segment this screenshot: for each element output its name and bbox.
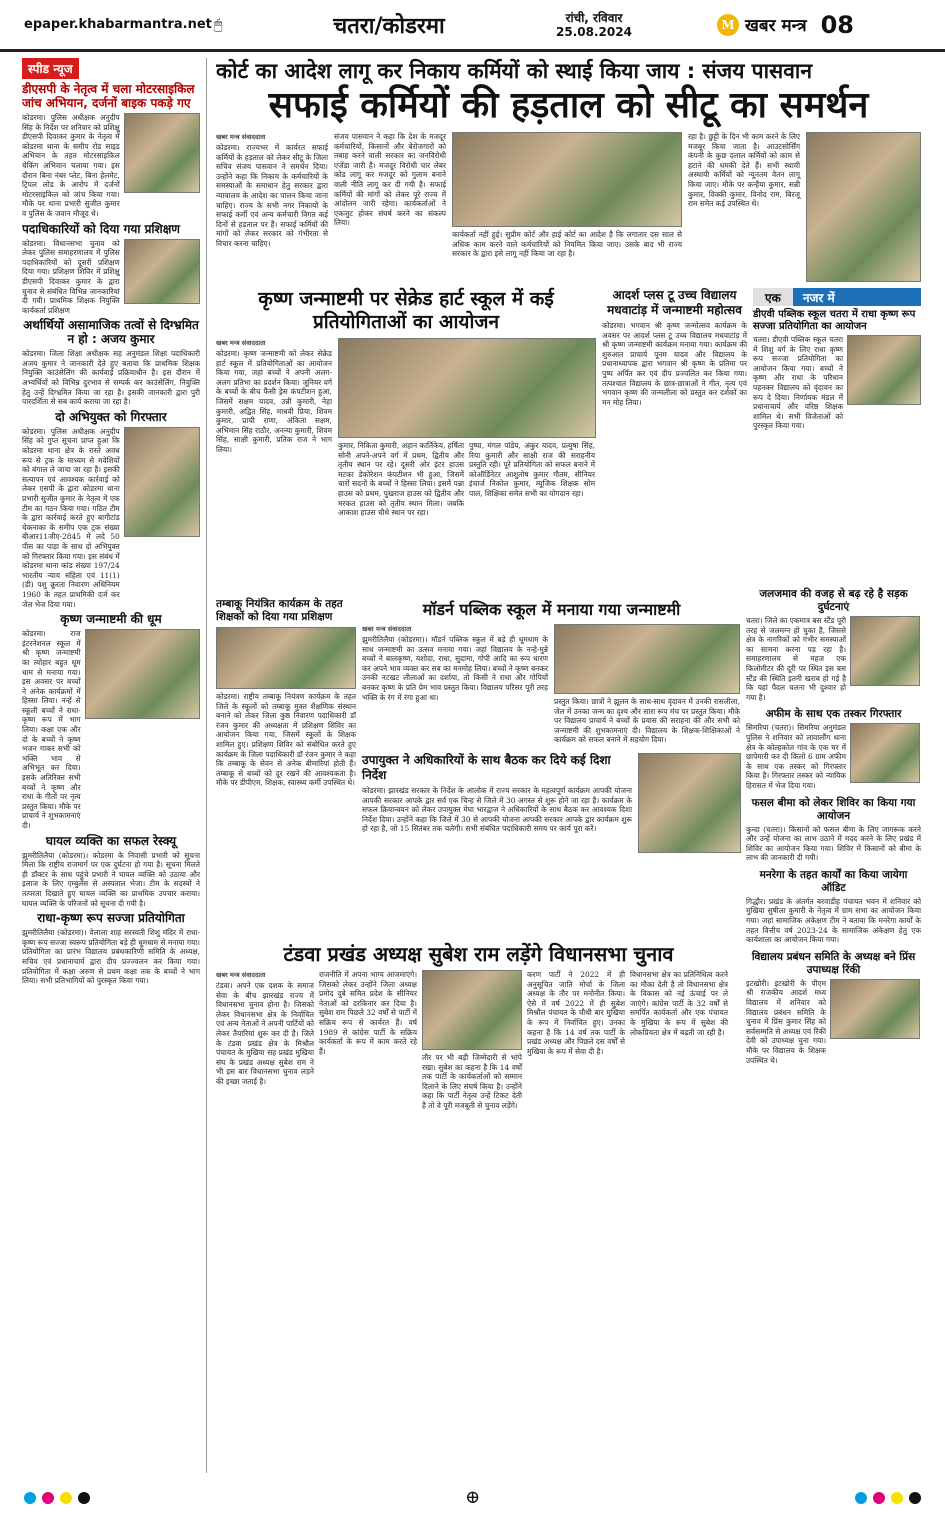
ek-nazar-label-a: एक [753, 288, 793, 306]
top-story-photo-2 [806, 132, 921, 282]
story-2-body: कोडरमा। विधानसभा चुनाव को लेकर पुलिस समाहरणालय में पुलिस पदाधिकारियों को दूसरी प्रशिक्षण दिया गया। प्रशिक्षण शिविर में प्रशिक्षु डीएसपी दिवाकर कुमार के द्वारा चुनाव से संबंधित विभिन्न जानकारियां दी गयी। प्राथमिक शिक्षक नियुक्ति कार्यकर्ता प्रशिक्षण [22, 238, 120, 315]
yellow-dot [60, 1492, 72, 1504]
black-dot [909, 1492, 921, 1504]
story-1-body: कोडरमा। पुलिस अधीक्षक अनुदीप सिंह के निर्देश पर शनिवार को प्रशिक्षु डीएसपी दिवाकर कुमार के नेतृत्व में कोडरमा थाना के समीप रोड साइड अभियान के तहत मोटरसाइकिल चेकिंग अभियान चलाया गया। इस दौरान बिना नंबर प्लेट, बिना हेलमेट, ट्रिपल लोड के आरोप में दर्जनों मोटरसाइकिल को जांच किया गया। मौके पर थाना प्रभारी सुजीत कुमार व पुलिस के जवान मौजूद थे। [22, 113, 120, 218]
site-url[interactable]: epaper.khabarmantra.net [24, 17, 212, 32]
janmotsav-body: कोडरमा। भगवान श्री कृष्ण जन्मोत्सव कार्यक्रम के अवसर पर आदर्श प्लस टू उच्च विद्यालय मधवाटांड़ में श्री कृष्ण जन्माष्टमी कार्यक्रम मनाया गया। कार्यक्रम की शुरुआत प्राचार्य पूनम यादव और विद्यालय के प्रधानाध्यापक द्वारा भगवान श्री कृष्ण के प्रतिमा पर पुष्प अर्पित कर एवं दीप प्रज्वलित कर किया गया। तत्पश्चात विद्यालय के छात्र-छात्राओं ने गीत, नृत्य एवं भगवान कृष्ण की जन्मलीला को प्रस्तुत कर दर्शकों का मन मोह लिया। [602, 321, 747, 407]
ek-nazar-right [746, 588, 921, 1065]
top-col-1 [216, 132, 328, 282]
ek-1-headline: डीएवी पब्लिक स्कूल चतरा में राधा कृष्ण रूप सज्जा प्रतियोगिता का आयोजन [753, 309, 916, 332]
modern-headline: मॉडर्न पब्लिक स्कूल में मनाया गया जन्माष्टमी [422, 600, 681, 619]
tobacco-photo [216, 627, 356, 689]
krishna-photo [338, 338, 596, 438]
modern-body-1: झुमरीतिलैया (कोडरमा)। मॉडर्न पब्लिक स्कूल में बड़े ही धूमधाम के साथ जन्माष्टमी का उत्सव मनाया गया। जहां विद्यालय के नन्हे-मुन्ने बच्चों ने बालकृष्ण, यशोदा, राधा, सुदामा, गोपी आदि का रूप धारण कर अपने भाव व्यक्त कर सब का मनमोह लिया। बच्चों ने कृष्ण बनकर उनकी नटखट लीलाओं का दर्शाया, तो किसी ने राधा और गोपियों बनकर कृष्ण के प्रति प्रेम भाव प्रस्तुत किया। विद्यालय परिसर पूरी तरह भक्ति के रंग में रंगा हुआ था। [362, 635, 548, 702]
krishna-col-2 [338, 338, 596, 586]
story-1-photo [124, 113, 200, 193]
ek-3-row [746, 723, 921, 790]
tandwa-story [216, 943, 741, 1111]
top-headline: सफाई कर्मियों की हड़ताल को सीटू का समर्थन [268, 85, 869, 126]
tobacco-modern-row [216, 598, 741, 853]
main-area [216, 58, 921, 1473]
tobacco-body: कोडरमा। राष्ट्रीय तम्बाकू नियंत्रण कार्यक्रम के तहत जिले के स्कूलों को तम्बाकू मुक्त शैक्षणिक संस्थान बनाने को लेकर जिला कुष्ठ निवारण पदाधिकारी डॉ रंजन कुमार की अध्यक्षता में प्रशिक्षण शिविर का आयोजन किया गया, जिसमें स्कूलों के शिक्षक शामिल हुए। प्रशिक्षण शिविर को संबोधित करते हुए कार्यक्रम के जिला पदाधिकारी डॉ रंजन कुमार ने कहा कि तम्बाकू के सेवन से अनेक बीमारियां होती हैं। तम्बाकू से बच्चों को दूर रखने की आवश्यकता है। मौके पर डीपीएम, शिक्षक, स्वास्थ्य कर्मी उपस्थित थे। [216, 692, 356, 788]
modern-body [362, 624, 741, 745]
ek-2-row [746, 616, 921, 702]
story-2-photo [124, 239, 200, 304]
cyan-dot [855, 1492, 867, 1504]
top-body-4: रहा है। छुट्टी के दिन भी काम करने के लिए मजबूर किया जाता है। आउटसोर्सिंग कंपनी के कुछ दलाल कर्मियों को काम से हटाने की धमकी देते हैं। सभी स्थायी अस्थायी कर्मियों को न्यूनतम वेतन लागू किया जाए। मौके पर कन्हैया कुमार, सन्नी कुमार, विक्की कुमार, विनोद राम, बिरजू राम समेत कई उपस्थित थे। [688, 132, 800, 209]
story-7-headline: राधा-कृष्ण रूप सज्जा प्रतियोगिता [37, 911, 185, 926]
top-byline: खबर मन्त्र संवाददाता [216, 133, 266, 141]
ek-nazar-label-b: नजर में [802, 290, 835, 305]
tandwa-photo [422, 970, 522, 1050]
color-dots-right [855, 1492, 921, 1504]
upayukt-body: कोडरमा। झारखंड सरकार के निर्देश के आलोक में राज्य सरकार के महत्वपूर्ण कार्यक्रम आपकी योजना आपकी सरकार आपके द्वार सर्व एक चिन्ह से जिले में 30 अगस्त से शुरू होने जा रहा है। कार्यक्रम के सफल क्रियान्वयन को लेकर उपायुक्त मेघा भारद्वाज ने अधिकारियों के साथ बैठक कर आवश्यक दिशा निर्देश दिया। उन्होंने कहा कि जिले में 30 से आपकी योजना आपकी सरकार आपके द्वार कार्यक्रम शुरू हो रहा है, जो 15 सितंबर तक चलेगी। सभी संबंधित पदाधिकारी समय पर कार्य पूरा करें। [362, 785, 632, 834]
top-body-3: कार्यकर्ता नहीं हुई। सुप्रीम कोर्ट और हाई कोर्ट का आदेश है कि लगातार दस साल से अधिक काम करने वाले कर्मचारियों को नियमित किया जाए। उसके बाद भी राज्य सरकार के द्वारा इसे लागू नहीं किया जा रहा है। [452, 230, 682, 259]
yellow-dot [891, 1492, 903, 1504]
cursor-icon: 🖱 [214, 16, 223, 33]
story-5-body: कोडरमा। राज इंटरनेशनल स्कूल में श्री कृष्ण जन्माष्टमी का त्योहार बहुत धूम धाम से मनाया गया। इस अवसर पर बच्चों ने अनेक कार्यक्रमों में हिस्सा लिया। नन्हें से स्कूली बच्चों ने राधा-कृष्ण रूप में भाग लिया। कक्षा एक और दो के बच्चों ने कृष्ण भजन गाकर सभी को भक्ति भाव से अभिभूत कर दिया। इसके अतिरिक्त सभी बच्चों ने कृष्ण और राधा के गीतों पर नृत्य प्रस्तुत किया। मौके पर प्राचार्य ने शुभकामनाएं दी। [22, 629, 81, 830]
date-line-1: रांची, रविवार [565, 10, 623, 25]
magenta-dot [42, 1492, 54, 1504]
krishna-body-2: कुमार, निकिता कुमारी, अहान कार्तिकेय, हर्षिता सोनी अपने-अपने वर्ग में प्रथम, द्वितीय और तृतीय स्थान पर रहे। दूसरी ओर इंटर हाउस मटका डेकोरेशन कंपटीशन भी हुआ, जिसमें चारों सदनों के बच्चों ने हिस्सा लिया। इसमें पन्ना हाउस को प्रथम, पुखराज हाउस को द्वितीय और मरकत हाउस को तृतीय स्थान मिला। जबकि आकाश हाउस चौथे स्थान पर रहा। [338, 441, 465, 518]
upayukt-photo [638, 753, 741, 853]
story-2-headline: पदाधिकारियों को दिया गया प्रशिक्षण [22, 221, 180, 236]
ek-2-headline: जलजमाव की वजह से बढ़ रहे है सड़क दुर्घटनाएं [759, 588, 908, 613]
lower-left [216, 598, 741, 853]
ek-6-photo [830, 979, 920, 1039]
section-title: चतरा/कोडरमा [333, 13, 445, 39]
brand [664, 11, 854, 39]
modern-photo [554, 624, 740, 694]
tandwa-body-2: राजनीति में अपना भाग्य आजमाएंगे। जिसको लेकर उन्होंने जिला अध्यक्ष प्रमोद दुबे समित प्रदेश के सीनियर नेताओं को दरकिनार कर दिया है। सुबेश राम पिछले 32 वर्षों से पार्टी में सक्रिय रूप से कार्यरत हैं। वर्ष 1989 से कांग्रेस पार्टी के सक्रिय कार्यकर्ता के रूप में काम करते रहे हैं। [319, 970, 417, 1056]
modern-story [362, 598, 741, 853]
top-story-photo [452, 132, 682, 227]
tandwa-col-3 [422, 970, 522, 1111]
tobacco-headline: तम्बाकू नियंत्रित कार्यक्रम के तहत शिक्षकों को दिया गया प्रशिक्षण [216, 598, 343, 623]
mid-row [216, 288, 921, 586]
ek-nazar [753, 288, 921, 586]
date-line-2: 25.08.2024 [556, 24, 632, 39]
upayukt-text [362, 753, 632, 853]
ek-6-headline: विद्यालय प्रबंधन समिति के अध्यक्ष बने प्रिंस उपाध्यक्ष रिंकी [751, 950, 916, 976]
ek-1-row [753, 335, 921, 431]
story-6-body: झुमरीतिलैया (कोडरमा)। कोडरमा के निवासी प्रभारी को सूचना मिला कि राष्ट्रीय राजमार्ग पर एक दुर्घटना हो गया है। सूचना मिलते ही डॉक्टर के साथ पहुंचे प्रभारी ने घायल व्यक्ति को उठाया और इलाज के लिए एम्बुलेंस से अस्पताल भेजा। टीम के सदस्यों ने तत्परता दिखाते हुए घायल व्यक्ति का प्राथमिक उपचार कराया। घायल व्यक्ति के परिजनों को सूचना दी गयी है। [22, 850, 200, 908]
ek-4-body: कुन्दा (चतरा)। किसानों को फसल बीमा के लिए जागरूक करने और उन्हें योजना का लाभ उठाने में मदद करने के लिए प्रखंड में शिविर का आयोजन किया गया। शिविर में किसानों को बीमा के लाभ की जानकारी दी गयी। [746, 824, 921, 863]
tandwa-headline: टंडवा प्रखंड अध्यक्ष सुबेश राम लड़ेंगे विधानसभा चुनाव [283, 942, 674, 966]
krishna-headline: कृष्ण जन्माष्टमी पर सेक्रेड हार्ट स्कूल में कई प्रतियोगिताओं का आयोजन [258, 288, 554, 333]
ek-3-headline: अफीम के साथ एक तस्कर गिरफ्तार [765, 708, 902, 721]
story-1-headline: डीएसपी के नेतृत्व में चला मोटरसाइकिल जांच अभियान, दर्जनों बाइक पकड़े गए [22, 82, 195, 110]
krishna-lower [338, 441, 596, 518]
cyan-dot [24, 1492, 36, 1504]
color-dots-left [24, 1492, 90, 1504]
tandwa-body [216, 970, 741, 1111]
registration-mark-icon: ⊕ [464, 1487, 481, 1508]
story-3-body: कोडरमा। जिला शिक्षा अधीक्षक सह अनुमंडल शिक्षा पदाधिकारी अजय कुमार ने जानकारी देते हुए बताया कि प्राथमिक शिक्षक नियुक्ति काउंसेलिंग की कार्यवाई प्रक्रियाधीन है। इस दौरान में अभ्यर्थियों को विभिन्न दुरभाव से सम्पर्क कर काउंसेलिंग, नियुक्ति हेतु उन्हें दिग्भ्रमित किया जा रहा है। इसकी जानकारी द्वारा पुरी पारदर्शिता से सब कार्य कराया जा रहा है। [22, 349, 200, 407]
upayukt-story [362, 753, 741, 853]
ek-nazar-banner [753, 288, 921, 306]
story-5-body-row [22, 629, 200, 830]
krishna-body-3: पुष्पा, मंगल पांडेय, अंकुर यादव, प्रत्युषा सिंह, रिया कुमारी और साक्षी राज की सराहनीय प्रस्तुति रही। पूरे प्रतियोगिता को सफल बनाने में कोऑर्डिनेटर आशुतोष कुमार गौतम, सीनियर इंचार्ज निकोल कुमार, म्यूजिक शिक्षक सोम पाल, शिक्षिका समेत सभी का योगदान रहा। [469, 441, 595, 498]
tandwa-body-1: टंडवा। अपने एक दशक के समाज सेवा के बीच झारखंड राज्य में विधानसभा चुनाव होना है। जिसको लेकर विधानसभा क्षेत्र के निर्वाचित एवं अन्य नेताओं ने अपनी पार्टियों को लेकर तैयारियां शुरू कर दी है। जिले के टंडवा प्रखंड क्षेत्र के मिश्रौल पंचायत के मुखिया सह प्रखंड मुखिया संघ के प्रखंड अध्यक्ष सुबेश राम ने भी इस बार विधानसभा चुनाव लड़ने की इच्छा जताई है। [216, 981, 314, 1086]
black-dot [78, 1492, 90, 1504]
janmotsav-story [602, 288, 747, 586]
left-column [22, 58, 207, 1473]
page-number: 08 [820, 10, 854, 39]
tandwa-body-4: करण पार्टी ने 2022 में ही अनुसूचित जाति मोर्चा के जिला अध्यक्ष के तौर पर मनोनीत किया। ऐसे में वर्ष 2022 में ही सुबेश मिश्रौल पंचायत के चौथी बार मुखिया के रूप में निर्वाचित हुए। उनका कहना है कि 14 वर्ष तक पार्टी के प्रखंड अध्यक्ष और पिछले दस वर्षों से मुखिया के रूप में सेवा दी है। [527, 970, 625, 1056]
modern-col-1 [362, 624, 548, 745]
story-4-photo [124, 427, 200, 537]
story-6-headline: घायल व्यक्ति का सफल रेस्क्यू [45, 833, 177, 848]
ek-5-headline: मनरेगा के तहत कार्यों का किया जायेगा ऑडिट [759, 868, 908, 894]
speed-news-label: स्पीड न्यूज [22, 58, 79, 79]
magenta-dot [873, 1492, 885, 1504]
ek-6-row [746, 979, 921, 1065]
krishna-body-1: कोडरमा। कृष्ण जन्माष्टमी को लेकर सेक्रेड हार्ट स्कूल में प्रतियोगिताओं का आयोजन किया गया, जहां बच्चों ने अपनी अलग-अलग प्रतिभा का प्रदर्शन किया। जूनियर वर्ग के बच्चों के बीच फैंसी ड्रेस कंपटीशन हुआ, जिसमें सक्षम यादव, उन्नी कुमारी, नेहा कुमारी, अद्वित सिंह, माधवी प्रिया, शिवम कुमार, प्राची राणा, अंकिता सक्षम, अभिमान सिंह राठौर, अनन्या कुमारी, शिवम सिंह, साक्षी कुमारी, प्रतिक राज ने भाग लिया। [216, 349, 332, 454]
ek-3-body: सिमरिया (चतरा)। सिमरिया अनुमंडल पुलिस ने शनिवार को लावालौंग थाना क्षेत्र के कोल्हकोल गांव के एक घर में छापेमारी कर दी किलो 6 ग्राम अफीम के साथ एक तस्कर को गिरफ्तार किया है। गिरफ्तार तस्कर को न्यायिक हिरासत में भेज दिया गया। [746, 723, 846, 790]
modern-byline: खबर मन्त्र संवाददाता [362, 625, 412, 633]
ek-3-photo [850, 723, 920, 783]
story-4-body-row [22, 427, 200, 609]
issue-date [524, 11, 664, 39]
tandwa-body-5: विधानसभा क्षेत्र का प्रतिनिधित्व करने का मौका देती है तो विधानसभा क्षेत्र के विकास को नई ऊंचाई पर ले जाएंगे। कांग्रेस पार्टी के 32 वर्षों से समर्पित कार्यकर्ता और एक पंचायत के मुखिया के रूप में सुबेश की लोकप्रियता क्षेत्र में बढ़ती जा रही है। [630, 970, 728, 1037]
tandwa-body-3: तौर पर भी बड़ी जिम्मेदारी से भांपे रखा। सुबेश का कहना है कि 14 वर्षों तक पार्टी के कार्यकर्ताओं को सम्मान दिलाने के लिए संघर्ष किया है। उन्होंने कहा कि पार्टी नेतृत्व उन्हें टिकट देती है तो वे पूरी मजबूती से चुनाव लड़ेंगे। [422, 1053, 522, 1110]
tobacco-story [216, 598, 356, 853]
story-5-headline: कृष्ण जन्माष्टमी की धूम [60, 612, 162, 627]
story-4-body: कोडरमा। पुलिस अधीक्षक अनुदीप सिंह को गुप्त सूचना प्राप्त हुआ कि कोडरमा थाना क्षेत्र के रास्ते अवध रूप से ट्रक के माध्यम से मवेशियों को बंगाल ले जाया जा रहा है। इसकी सत्यापन एवं आवश्यक कार्रवाई को लेकर एसपी के द्वारा कोडरमा थाना प्रभारी सुजीत कुमार के नेतृत्व में एक टीम का गठन किया गया। गठित टीम के द्वारा कार्रवाई करते हुए बागीटांड चेकनाका के समीप एक ट्रक संख्या बीआर11जीए-2845 में लदे 50 पीस का पाड़ा के साथ दो अभियुक्त को गिरफ्तार किया गया। इस संबंध में कोडरमा थाना कांड संख्या 197/24 भारतीय न्याय संहिता एवं 11(1)(डी) पशु क्रूरता निवारण अधिनियम 1960 के तहत प्राथमिकी दर्ज कर जेल भेज दिया गया। [22, 426, 120, 609]
krishna-byline: खबर मन्त्र संवाददाता [216, 339, 266, 347]
story-4-headline: दो अभियुक्त को गिरफ्तार [55, 409, 167, 424]
story-5-photo [85, 629, 200, 719]
modern-body-2: प्रस्तुत किया। छात्रों ने झूलन के साथ-साथ वृंदावन में उनकी रासलीला, जेल में उनका जन्म का दृश्य और सारा रूप मंच पर प्रस्तुत किया। मौके पर विद्यालय प्राचार्य ने बच्चों के प्रयास की सराहना की और सभी को जन्माष्टमी की शुभकामनाएं दी। विद्यालय के शिक्षक-शिक्षिकाओं ने कार्यक्रम को सफल बनाने में सहयोग दिया। [554, 697, 740, 745]
top-body-2: संजय पासवान ने कहा कि देश के मजदूर कर्मचारियों, किसानों और बेरोजगारों को तबाह करने वाली सरकार का जनविरोधी एजेंडा जारी है। मजदूर विरोधी चार लेबर कोड लागू कर मजदूर को गुलाम बनाने वाली नीति लागू कर दी गयी है। सफाई कर्मियों की मांगों को लेकर पूरे राज्य में आंदोलन जारी रहेगा। कार्यकर्ताओं ने एकजुट होकर संघर्ष करने का संकल्प लिया। [334, 132, 446, 228]
krishna-col-1 [216, 338, 332, 586]
upayukt-headline: उपायुक्त ने अधिकारियों के साथ बैठक कर दिये कई दिशा निर्देश [362, 752, 611, 782]
top-body-1: कोडरमा। राज्यभर में कार्यरत सफाई कर्मियों के हड़ताल को लेकर सीटू के जिला सचिव संजय पासवान ने समर्थन दिया। उन्होंने कहा कि निकाय के कर्मचारियों के समस्याओं के समाधान हेतु सरकार द्वारा न्यायालय के आदेश का पालन किया जाना चाहिए। राज्य के सभी नगर निकायों के सफाई कर्मी एवं अन्य कर्मचारी विगत कई दिनों से हड़ताल पर हैं। सफाई कर्मियों की मांगों को लेकर सरकार को गंभीरता से विचार करना चाहिए। [216, 143, 328, 248]
krishna-body [216, 338, 596, 586]
ek-6-body: इटखोरी। इटखोरी के पीएम श्री राजकीय आदर्श मध्य विद्यालय में शनिवार को विद्यालय प्रबंधन समिति के चुनाव में प्रिंस कुमार सिंह को सर्वसम्मति से अध्यक्ष एवं रिंकी देवी को उपाध्यक्ष चुना गया। मौके पर विद्यालय के शिक्षक उपस्थित थे। [746, 978, 826, 1065]
tandwa-col-1 [216, 970, 314, 1111]
story-1-body-row [22, 113, 200, 219]
ek-1-body: चतरा। डीएवी पब्लिक स्कूल चतरा में शिशु वर्ग के लिए राधा कृष्ण रूप सज्जा प्रतियोगिता का आयोजन किया गया। बच्चों ने कृष्ण और राधा के परिधान पहनकर विद्यालय को वृंदावन का रूप दे दिया। निर्णायक मंडल में प्रधानाचार्य और वरिष्ठ शिक्षक शामिल थे। सभी विजेताओं को पुरस्कृत किया गया। [753, 335, 843, 431]
modern-col-2 [554, 624, 740, 745]
ek-4-headline: फसल बीमा को लेकर शिविर का किया गया आयोजन [751, 796, 916, 822]
story-2-body-row [22, 239, 200, 316]
ek-1-photo [847, 335, 921, 405]
krishna-story [216, 288, 596, 586]
janmotsav-headline: आदर्श प्लस टू उच्च विद्यालय मधवाटांड़ में जन्माष्टमी महोत्सव [607, 288, 742, 317]
top-col-photo [452, 132, 682, 282]
brand-logo-icon: M [717, 14, 739, 36]
print-registration-strip [0, 1478, 945, 1517]
ek-2-body: चतरा। जिले का एकमात्र बस स्टैंड पूरी तरह से जलमग्न हो चुका है, जिससे क्षेत्र के नागरिकों को गंभीर समस्याओं का सामना करना पड़ रहा है। समाहरणालय से महज एक किलोमीटर की दूरी पर स्थित इस बस स्टैंड की स्थिति इतनी खराब हो गई है कि यहां पैदल चलना भी दुश्वार हो गया है। [746, 616, 846, 702]
ek-2-photo [850, 616, 920, 686]
brand-name: खबर मन्त्र [745, 16, 807, 36]
top-subheadline: कोर्ट का आदेश लागू कर निकाय कर्मियों को स्थाई किया जाय : संजय पासवान [216, 59, 813, 83]
tandwa-byline: खबर मन्त्र संवाददाता [216, 971, 266, 979]
ek-5-body: गिद्धौर। प्रखंड के अंतर्गत बरवाडीह पंचायत भवन में शनिवार को मुखिया सुषीला कुमारी के नेतृत्व में ग्राम सभा का आयोजन किया गया। जहां सामाजिक अंकेक्षण टीम ने बताया कि मनरेगा कार्यों के तहत वित्तीय वर्ष 2023-24 के सामाजिक अंकेक्षण हेतु एक कार्यशाला का आयोजन किया गया। [746, 896, 921, 945]
story-7-body: झुमरीतिलैया (कोडरमा)। वेलाला शाह सरस्वती शिशु मंदिर में राधा-कृष्ण रूप सज्जा स्वरूप प्रतियोगिता बड़े ही धूमधाम से मनाया गया। प्रतियोगिता का प्रारंभ विद्यालय प्रबंधकारिणी समिति के अध्यक्ष, सचिव एवं प्रधानाचार्य द्वारा दीप प्रज्ज्वलन कर किया गया। प्रतियोगिता में कक्षा अरुण से प्रथम कक्षा तक के बच्चों ने भाग लिया। सभी प्रतिभागियों को पुरस्कृत किया गया। [22, 928, 200, 986]
top-story-body [216, 132, 921, 282]
story-3-headline: अर्थार्थियों असामाजिक तत्वों से दिग्भ्रमित न हो : अजय कुमार [23, 318, 199, 347]
masthead [0, 0, 945, 52]
